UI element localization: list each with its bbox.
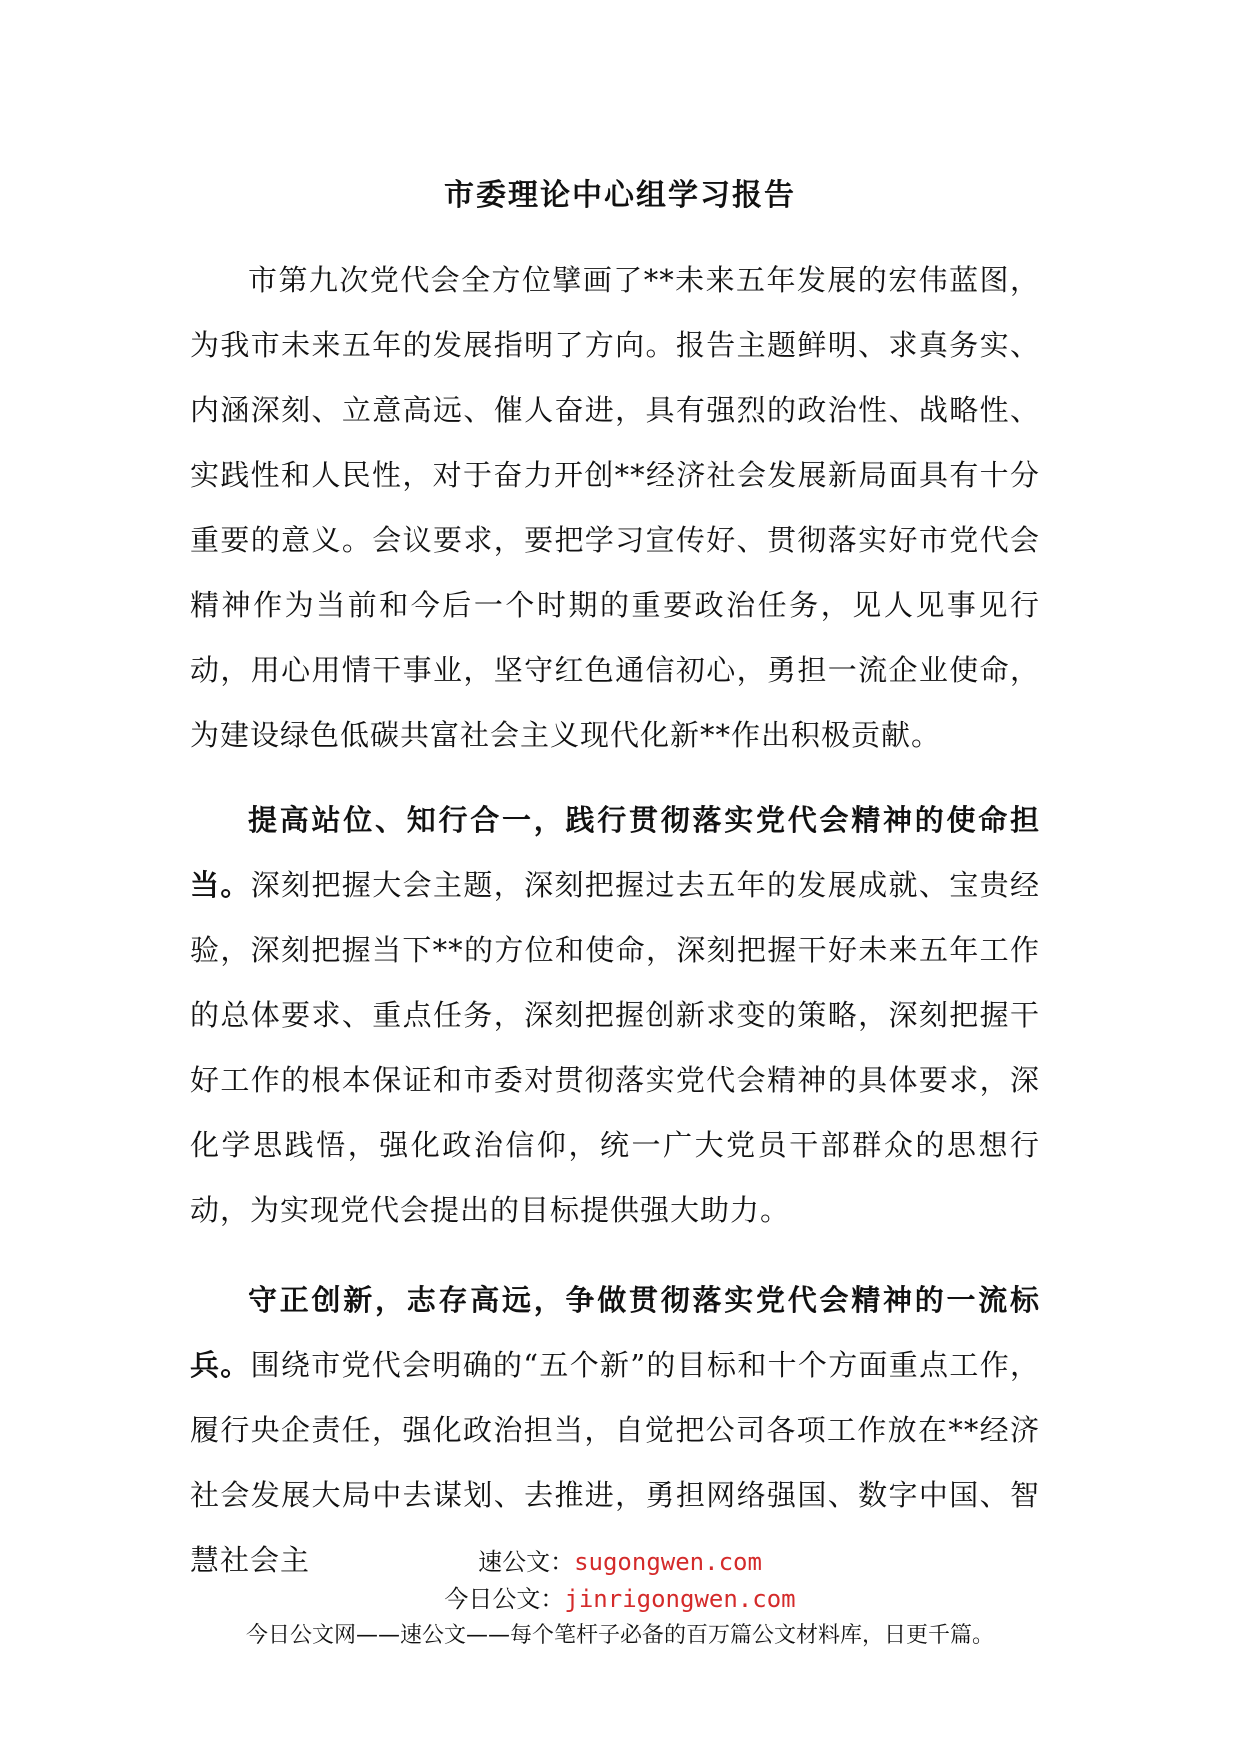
body-paragraph (190, 788, 1040, 1243)
footer-slogan: 今日公文网——速公文——每个笔杆子必备的百万篇公文材料库，日更千篇。 (245, 1623, 994, 1648)
paragraph-text: 围绕市党代会明确的“五个新”的目标和十个方面重点工作，履行央企责任，强化政治担当，自觉把公司各项工作放在**经济社会发展大局中去谋划、去推进，勇担网络强国、数字中国、智慧社会主 (190, 1348, 1040, 1577)
footer-watermark-line-2 (0, 1582, 1240, 1616)
footer-site-label: 今日公文： (444, 1585, 565, 1613)
body-paragraph (190, 248, 1040, 768)
footer-site-label: 速公文： (478, 1548, 575, 1576)
footer-watermark-line-1 (0, 1545, 1240, 1579)
paragraph-lead: 提高站位、知行合一，践行贯彻落实党代会精神的使命担当。 (190, 803, 1040, 902)
paragraph-text: 深刻把握大会主题，深刻把握过去五年的发展成就、宝贵经验，深刻把握当下**的方位和使命，深刻把握干好未来五年工作的总体要求、重点任务，深刻把握创新求变的策略，深刻把握干好工作的根本保证和市委对贯彻落实党代会精神的具体要求，深化学思践悟，强化政治信仰，统一广大党员干部群众的思想行动，为实现党代会提出的目标提供强大助力。 (190, 868, 1040, 1227)
footer-site-link[interactable]: sugongwen.com (574, 1548, 762, 1576)
footer-site-link[interactable]: jinrigongwen.com (564, 1585, 796, 1613)
paragraph-lead: 守正创新，志存高远，争做贯彻落实党代会精神的一流标兵。 (190, 1283, 1040, 1382)
paragraph-text: 市第九次党代会全方位擘画了**未来五年发展的宏伟蓝图，为我市未来五年的发展指明了方向。报告主题鲜明、求真务实、内涵深刻、立意高远、催人奋进，具有强烈的政治性、战略性、实践性和人民性，对于奋力开创**经济社会发展新局面具有十分重要的意义。会议要求，要把学习宣传好、贯彻落实好市党代会精神作为当前和今后一个时期的重要政治任务，见人见事见行动，用心用情干事业，坚守红色通信初心，勇担一流企业使命，为建设绿色低碳共富社会主义现代化新**作出积极贡献。 (190, 263, 1040, 752)
document-title: 市委理论中心组学习报告 (444, 178, 796, 213)
